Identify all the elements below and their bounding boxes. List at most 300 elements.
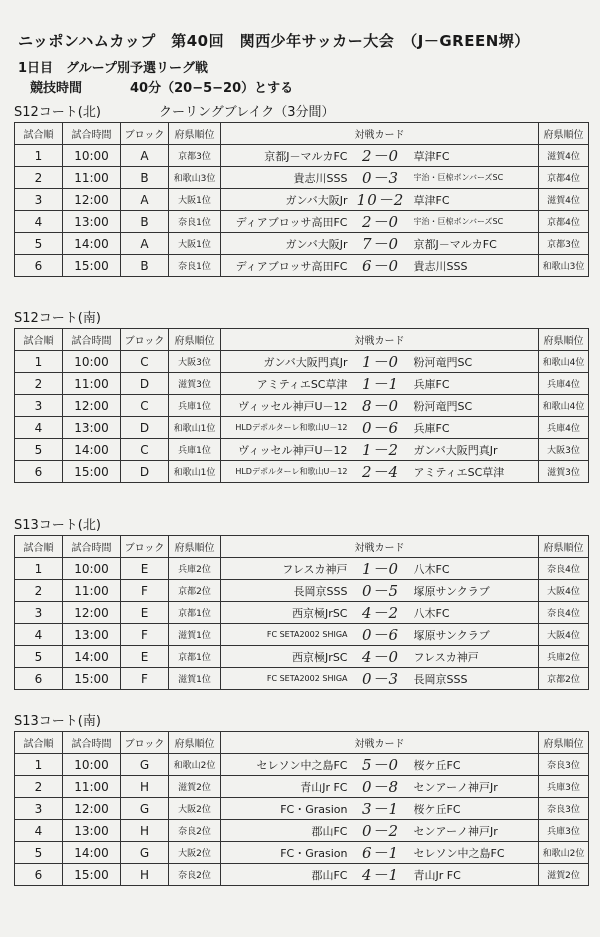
- match-number: 6: [15, 255, 63, 277]
- court-title: [14, 104, 588, 122]
- match-score: 2－0: [361, 147, 400, 165]
- match-card: [221, 580, 539, 602]
- match-number: 3: [15, 395, 63, 417]
- match-row: [15, 255, 589, 277]
- away-prefecture-rank: 兵庫2位: [539, 646, 589, 668]
- away-prefecture-rank: 京都2位: [539, 668, 589, 690]
- match-card: [221, 776, 539, 798]
- block: D: [121, 417, 169, 439]
- match-time: 10:00: [63, 558, 121, 580]
- match-number: 6: [15, 461, 63, 483]
- home-team: ディアブロッサ高田FC: [235, 259, 348, 273]
- match-score: 0－3: [361, 670, 400, 688]
- home-prefecture-rank: 大阪3位: [169, 351, 221, 373]
- away-team: 粉河竜門SC: [413, 399, 473, 413]
- match-score: 0－2: [361, 822, 400, 840]
- away-team: 京都J－マルカFC: [413, 237, 497, 251]
- schedule-table: [14, 731, 589, 886]
- home-prefecture-rank: 和歌山1位: [169, 417, 221, 439]
- match-score: 5－0: [361, 756, 400, 774]
- match-card: [221, 189, 539, 211]
- header-row: [15, 329, 589, 351]
- match-card: [221, 211, 539, 233]
- match-row: [15, 167, 589, 189]
- match-row: [15, 395, 589, 417]
- column-header: ブロック: [121, 123, 169, 145]
- home-team: HLDデポルターレ和歌山U－12: [235, 467, 348, 476]
- match-score: 8－0: [361, 397, 400, 415]
- home-team: 貴志川SSS: [293, 171, 348, 185]
- table-header: [15, 732, 589, 754]
- block: E: [121, 602, 169, 624]
- match-score: 3－1: [361, 800, 400, 818]
- match-score: 0－3: [361, 169, 400, 187]
- match-card-inner: [221, 167, 538, 188]
- home-team: 西京極JrSC: [292, 650, 348, 664]
- match-card: [221, 624, 539, 646]
- match-number: 4: [15, 211, 63, 233]
- match-duration: [30, 77, 293, 96]
- match-row: [15, 233, 589, 255]
- court-title: [14, 517, 588, 535]
- home-team: ガンバ大阪Jr: [285, 193, 348, 207]
- court-section: [14, 310, 588, 483]
- match-number: 2: [15, 580, 63, 602]
- column-header: 試合時間: [63, 536, 121, 558]
- match-score: 0－5: [361, 582, 400, 600]
- column-header: 府県順位: [169, 536, 221, 558]
- match-number: 1: [15, 558, 63, 580]
- match-time: 14:00: [63, 842, 121, 864]
- home-team: ガンバ大阪Jr: [285, 237, 348, 251]
- away-prefecture-rank: 和歌山4位: [539, 351, 589, 373]
- match-number: 2: [15, 776, 63, 798]
- match-time: 14:00: [63, 233, 121, 255]
- column-header: 対戦カード: [221, 536, 539, 558]
- home-team: FC SETA2002 SHIGA: [266, 674, 348, 683]
- schedule-table: [14, 328, 589, 483]
- home-prefecture-rank: 和歌山2位: [169, 754, 221, 776]
- match-time: 10:00: [63, 754, 121, 776]
- match-card: [221, 167, 539, 189]
- match-row: [15, 417, 589, 439]
- column-header: 府県順位: [169, 329, 221, 351]
- day-subtitle: 1日目 グループ別予選リーグ戦: [18, 61, 209, 76]
- table-body: [15, 145, 589, 277]
- home-prefecture-rank: 京都1位: [169, 646, 221, 668]
- match-score: 2－0: [361, 213, 400, 231]
- block: H: [121, 820, 169, 842]
- column-header: 府県順位: [539, 732, 589, 754]
- court-title: [14, 310, 588, 328]
- column-header: 試合順: [15, 329, 63, 351]
- block: H: [121, 776, 169, 798]
- match-score: 0－8: [361, 778, 400, 796]
- match-number: 2: [15, 167, 63, 189]
- match-row: [15, 668, 589, 690]
- match-time: 12:00: [63, 395, 121, 417]
- match-card: [221, 864, 539, 886]
- column-header: 府県順位: [539, 123, 589, 145]
- away-team: 塚原サンクラブ: [413, 628, 490, 642]
- court-title: [14, 713, 588, 731]
- home-team: フレスカ神戸: [282, 562, 348, 576]
- match-number: 4: [15, 624, 63, 646]
- home-prefecture-rank: 奈良2位: [169, 820, 221, 842]
- home-team: 長岡京SSS: [293, 584, 348, 598]
- match-time: 15:00: [63, 461, 121, 483]
- block: B: [121, 167, 169, 189]
- away-prefecture-rank: 滋賀2位: [539, 864, 589, 886]
- home-team: 京都J－マルカFC: [264, 149, 348, 163]
- court-name: S12コート(北): [14, 105, 101, 120]
- match-card: [221, 145, 539, 167]
- match-row: [15, 439, 589, 461]
- table-header: [15, 536, 589, 558]
- away-team: 兵庫FC: [413, 377, 450, 391]
- away-prefecture-rank: 兵庫3位: [539, 820, 589, 842]
- match-row: [15, 602, 589, 624]
- match-row: [15, 776, 589, 798]
- match-time: 12:00: [63, 798, 121, 820]
- match-card: [221, 351, 539, 373]
- match-card-inner: [221, 395, 538, 416]
- schedule-table: [14, 535, 589, 690]
- column-header: 府県順位: [539, 536, 589, 558]
- column-header: ブロック: [121, 536, 169, 558]
- away-prefecture-rank: 滋賀4位: [539, 145, 589, 167]
- match-time: 12:00: [63, 602, 121, 624]
- away-team: 宇治・巨椋ボンバーズSC: [413, 173, 504, 182]
- match-score: 6－1: [361, 844, 400, 862]
- match-duration-label: 競技時間: [30, 81, 83, 96]
- home-prefecture-rank: 大阪1位: [169, 189, 221, 211]
- away-prefecture-rank: 滋賀4位: [539, 189, 589, 211]
- match-row: [15, 754, 589, 776]
- header-row: [15, 123, 589, 145]
- match-time: 12:00: [63, 189, 121, 211]
- away-team: 塚原サンクラブ: [413, 584, 490, 598]
- away-prefecture-rank: 奈良3位: [539, 798, 589, 820]
- away-team: 草津FC: [413, 149, 450, 163]
- home-prefecture-rank: 京都1位: [169, 602, 221, 624]
- block: C: [121, 351, 169, 373]
- column-header: ブロック: [121, 732, 169, 754]
- away-prefecture-rank: 京都3位: [539, 233, 589, 255]
- match-card-inner: [221, 558, 538, 579]
- match-time: 13:00: [63, 417, 121, 439]
- match-card-inner: [221, 233, 538, 254]
- column-header: 対戦カード: [221, 732, 539, 754]
- match-card: [221, 602, 539, 624]
- away-prefecture-rank: 兵庫4位: [539, 417, 589, 439]
- table-body: [15, 754, 589, 886]
- match-card: [221, 798, 539, 820]
- home-team: ヴィッセル神戸U－12: [238, 443, 348, 457]
- home-team: FC・Grasion: [280, 802, 348, 816]
- match-time: 13:00: [63, 624, 121, 646]
- away-prefecture-rank: 大阪4位: [539, 624, 589, 646]
- home-prefecture-rank: 奈良2位: [169, 864, 221, 886]
- home-team: 郡山FC: [311, 868, 348, 882]
- match-time: 15:00: [63, 668, 121, 690]
- match-card-inner: [221, 602, 538, 623]
- column-header: 対戦カード: [221, 329, 539, 351]
- column-header: 府県順位: [169, 732, 221, 754]
- match-card-inner: [221, 373, 538, 394]
- match-card: [221, 461, 539, 483]
- match-row: [15, 461, 589, 483]
- block: B: [121, 211, 169, 233]
- block: A: [121, 233, 169, 255]
- match-number: 4: [15, 820, 63, 842]
- home-team: セレソン中之島FC: [256, 758, 348, 772]
- match-score: 0－6: [361, 419, 400, 437]
- match-score: 7－0: [361, 235, 400, 253]
- home-prefecture-rank: 和歌山3位: [169, 167, 221, 189]
- match-number: 5: [15, 842, 63, 864]
- away-team: セレソン中之島FC: [413, 846, 505, 860]
- cooling-break-note: クーリングブレイク（3分間）: [158, 105, 335, 120]
- match-number: 2: [15, 373, 63, 395]
- match-number: 1: [15, 145, 63, 167]
- match-row: [15, 351, 589, 373]
- home-team: FC SETA2002 SHIGA: [266, 630, 348, 639]
- match-row: [15, 580, 589, 602]
- column-header: 試合順: [15, 536, 63, 558]
- away-prefecture-rank: 兵庫4位: [539, 373, 589, 395]
- match-time: 13:00: [63, 820, 121, 842]
- away-prefecture-rank: 奈良4位: [539, 602, 589, 624]
- away-team: 桜ケ丘FC: [413, 758, 461, 772]
- block: F: [121, 580, 169, 602]
- block: A: [121, 145, 169, 167]
- away-prefecture-rank: 奈良4位: [539, 558, 589, 580]
- away-prefecture-rank: 滋賀3位: [539, 461, 589, 483]
- away-team: センアーノ神戸Jr: [413, 824, 498, 838]
- away-team: ガンバ大阪門真Jr: [413, 443, 498, 457]
- block: C: [121, 395, 169, 417]
- match-row: [15, 189, 589, 211]
- match-time: 11:00: [63, 167, 121, 189]
- away-team: 宇治・巨椋ボンバーズSC: [413, 217, 504, 226]
- match-row: [15, 820, 589, 842]
- away-prefecture-rank: 大阪4位: [539, 580, 589, 602]
- away-team: フレスカ神戸: [413, 650, 479, 664]
- block: F: [121, 668, 169, 690]
- document-title: ニッポンハムカップ 第40回 関西少年サッカー大会 （J－GREEN堺）: [18, 32, 530, 50]
- match-score: 0－6: [361, 626, 400, 644]
- match-number: 6: [15, 668, 63, 690]
- match-row: [15, 864, 589, 886]
- match-duration-value: 40分（20−5−20）とする: [130, 81, 294, 96]
- match-number: 3: [15, 189, 63, 211]
- match-score: 1－0: [361, 560, 400, 578]
- match-card: [221, 417, 539, 439]
- away-team: 兵庫FC: [413, 421, 450, 435]
- match-card: [221, 842, 539, 864]
- column-header: 試合時間: [63, 329, 121, 351]
- away-team: 長岡京SSS: [413, 672, 468, 686]
- home-prefecture-rank: 京都3位: [169, 145, 221, 167]
- home-prefecture-rank: 兵庫2位: [169, 558, 221, 580]
- away-prefecture-rank: 大阪3位: [539, 439, 589, 461]
- away-team: 八木FC: [413, 606, 450, 620]
- match-card-inner: [221, 842, 538, 863]
- away-prefecture-rank: 和歌山4位: [539, 395, 589, 417]
- match-card-inner: [221, 211, 538, 232]
- home-team: 西京極JrSC: [292, 606, 348, 620]
- away-team: アミティエSC草津: [413, 465, 505, 479]
- block: F: [121, 624, 169, 646]
- match-row: [15, 145, 589, 167]
- match-card: [221, 395, 539, 417]
- match-card: [221, 255, 539, 277]
- home-team: 郡山FC: [311, 824, 348, 838]
- match-card: [221, 668, 539, 690]
- column-header: 試合時間: [63, 123, 121, 145]
- court-section: [14, 517, 588, 690]
- match-number: 1: [15, 754, 63, 776]
- block: B: [121, 255, 169, 277]
- match-card-inner: [221, 255, 538, 276]
- home-team: ディアブロッサ高田FC: [235, 215, 348, 229]
- match-card-inner: [221, 646, 538, 667]
- match-time: 11:00: [63, 373, 121, 395]
- home-prefecture-rank: 京都2位: [169, 580, 221, 602]
- block: G: [121, 842, 169, 864]
- match-time: 14:00: [63, 646, 121, 668]
- block: A: [121, 189, 169, 211]
- header-row: [15, 732, 589, 754]
- match-card-inner: [221, 461, 538, 482]
- match-number: 3: [15, 602, 63, 624]
- match-card-inner: [221, 351, 538, 372]
- court-name: S13コート(南): [14, 714, 101, 729]
- match-number: 1: [15, 351, 63, 373]
- home-prefecture-rank: 兵庫1位: [169, 395, 221, 417]
- away-prefecture-rank: 奈良3位: [539, 754, 589, 776]
- block: G: [121, 798, 169, 820]
- match-time: 10:00: [63, 351, 121, 373]
- home-team: 青山Jr FC: [300, 780, 348, 794]
- match-score: 1－1: [361, 375, 400, 393]
- table-header: [15, 329, 589, 351]
- match-card: [221, 820, 539, 842]
- away-team: 八木FC: [413, 562, 450, 576]
- match-card-inner: [221, 417, 538, 438]
- match-row: [15, 842, 589, 864]
- home-prefecture-rank: 奈良1位: [169, 211, 221, 233]
- header-row: [15, 536, 589, 558]
- home-prefecture-rank: 滋賀1位: [169, 668, 221, 690]
- match-score: 1－0: [361, 353, 400, 371]
- block: E: [121, 558, 169, 580]
- match-time: 10:00: [63, 145, 121, 167]
- match-score: 2－4: [361, 463, 400, 481]
- match-time: 11:00: [63, 776, 121, 798]
- match-number: 5: [15, 646, 63, 668]
- match-time: 11:00: [63, 580, 121, 602]
- match-number: 4: [15, 417, 63, 439]
- match-card-inner: [221, 754, 538, 775]
- match-card-inner: [221, 820, 538, 841]
- home-prefecture-rank: 滋賀3位: [169, 373, 221, 395]
- court-name: S13コート(北): [14, 518, 101, 533]
- column-header: 対戦カード: [221, 123, 539, 145]
- block: D: [121, 461, 169, 483]
- match-score: 10－2: [356, 191, 405, 209]
- home-prefecture-rank: 大阪2位: [169, 798, 221, 820]
- away-prefecture-rank: 兵庫3位: [539, 776, 589, 798]
- match-score: 4－1: [361, 866, 400, 884]
- match-card-inner: [221, 864, 538, 885]
- match-card-inner: [221, 798, 538, 819]
- away-prefecture-rank: 京都4位: [539, 211, 589, 233]
- block: C: [121, 439, 169, 461]
- block: G: [121, 754, 169, 776]
- away-team: 青山Jr FC: [413, 868, 461, 882]
- column-header: ブロック: [121, 329, 169, 351]
- match-time: 15:00: [63, 864, 121, 886]
- home-prefecture-rank: 大阪2位: [169, 842, 221, 864]
- block: D: [121, 373, 169, 395]
- column-header: 試合順: [15, 732, 63, 754]
- match-card-inner: [221, 145, 538, 166]
- column-header: 府県順位: [169, 123, 221, 145]
- away-team: 粉河竜門SC: [413, 355, 473, 369]
- table-body: [15, 558, 589, 690]
- home-team: アミティエSC草津: [256, 377, 348, 391]
- home-prefecture-rank: 大阪1位: [169, 233, 221, 255]
- home-prefecture-rank: 滋賀1位: [169, 624, 221, 646]
- court-name: S12コート(南): [14, 311, 101, 326]
- match-row: [15, 646, 589, 668]
- away-team: 桜ケ丘FC: [413, 802, 461, 816]
- away-team: 貴志川SSS: [413, 259, 468, 273]
- match-row: [15, 798, 589, 820]
- court-section: [14, 713, 588, 886]
- column-header: 府県順位: [539, 329, 589, 351]
- match-time: 15:00: [63, 255, 121, 277]
- away-prefecture-rank: 京都4位: [539, 167, 589, 189]
- home-prefecture-rank: 兵庫1位: [169, 439, 221, 461]
- match-card-inner: [221, 189, 538, 210]
- match-time: 14:00: [63, 439, 121, 461]
- match-score: 4－2: [361, 604, 400, 622]
- table-body: [15, 351, 589, 483]
- schedule-table: [14, 122, 589, 277]
- match-card-inner: [221, 624, 538, 645]
- match-card: [221, 646, 539, 668]
- match-card: [221, 233, 539, 255]
- table-header: [15, 123, 589, 145]
- match-card-inner: [221, 776, 538, 797]
- match-card: [221, 373, 539, 395]
- match-card: [221, 439, 539, 461]
- match-card-inner: [221, 668, 538, 689]
- match-number: 5: [15, 439, 63, 461]
- away-team: 草津FC: [413, 193, 450, 207]
- match-time: 13:00: [63, 211, 121, 233]
- match-number: 3: [15, 798, 63, 820]
- home-team: FC・Grasion: [280, 846, 348, 860]
- away-prefecture-rank: 和歌山2位: [539, 842, 589, 864]
- home-team: HLDデポルターレ和歌山U－12: [235, 423, 348, 432]
- match-row: [15, 373, 589, 395]
- home-team: ガンバ大阪門真Jr: [263, 355, 348, 369]
- away-team: センアーノ神戸Jr: [413, 780, 498, 794]
